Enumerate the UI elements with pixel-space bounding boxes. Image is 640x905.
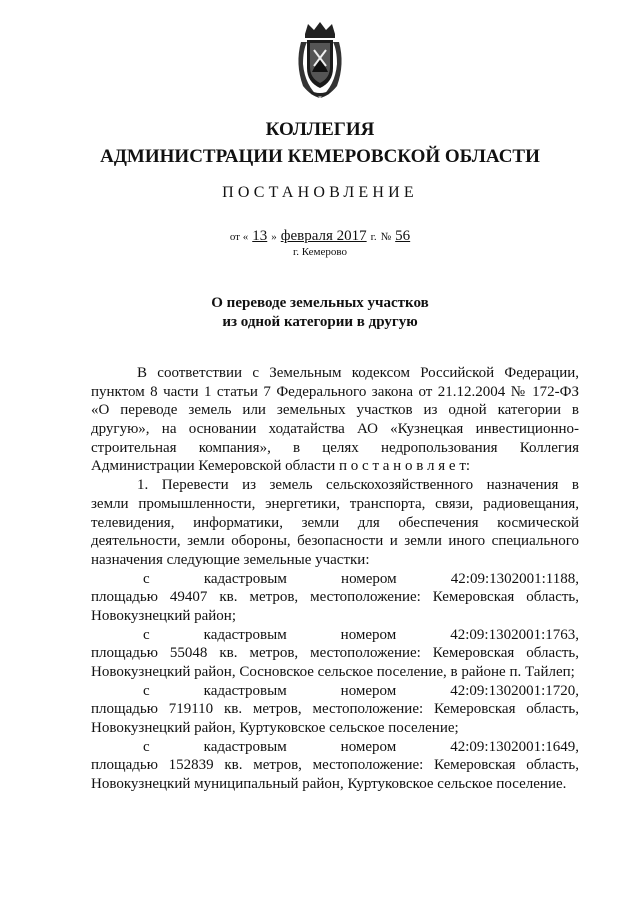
body-line: Новокузнецкий муниципальный район, Куртуковское сельское поселение. (91, 776, 567, 793)
organization-name-line1: КОЛЛЕГИЯ (265, 119, 375, 140)
subject-title-line1: О переводе земельных участков (211, 295, 429, 311)
body-line: Администрации Кемеровской области п о с т а н о в л я е т: (91, 458, 471, 475)
number-prefix: № (380, 231, 392, 243)
body-line: другую», на основании ходатайства АО «Кузнецкая инвестиционно- (91, 421, 579, 438)
body-line: деятельности, земли обороны, безопасности и земли иного специального (91, 533, 579, 550)
body-line: «О переводе земель или земельных участков из одной категории в (91, 402, 579, 419)
body-line: Новокузнецкий район, Куртуковское сельское поселение; (91, 720, 459, 737)
document-type: ПОСТАНОВЛЕНИЕ (222, 184, 418, 201)
body-line: с кадастровым номером 42:09:1302001:1720, (143, 682, 579, 699)
body-line: земли промышленности, энергетики, транспорта, связи, радиовещания, (91, 495, 579, 512)
year-suffix: г. (370, 231, 377, 243)
body-line: с кадастровым номером 42:09:1302001:1188, (143, 570, 579, 587)
body-line: с кадастровым номером 42:09:1302001:1763, (143, 626, 579, 643)
body-line: телевидения, информатики, земли для обеспечения космической (91, 514, 579, 531)
date-prefix: от « (229, 231, 249, 243)
coat-of-arms-emblem (293, 20, 347, 102)
body-line: пунктом 8 части 1 статьи 7 Федерального закона от 21.12.2004 № 172-ФЗ (91, 383, 579, 400)
body-line: 1. Перевести из земель сельскохозяйственного назначения в (137, 477, 579, 494)
body-line: площадью 719110 кв. метров, местоположение: Кемеровская область, (91, 701, 579, 718)
date-month-year: февраля 2017 (280, 228, 367, 244)
body-line: Новокузнецкий район; (91, 607, 236, 624)
document-number: 56 (395, 228, 411, 244)
body-line: с кадастровым номером 42:09:1302001:1649, (143, 738, 579, 755)
subject-title-line2: из одной категории в другую (222, 314, 418, 330)
date-mid: » (271, 231, 277, 243)
organization-name-line2: АДМИНИСТРАЦИИ КЕМЕРОВСКОЙ ОБЛАСТИ (100, 146, 540, 167)
body-line: В соответствии с Земельным кодексом Российской Федерации, (137, 365, 579, 381)
date-day: 13 (252, 228, 268, 244)
city: г. Кемерово (292, 246, 348, 258)
document-date-number (0, 228, 640, 245)
body-line: строительная компания», в целях недропользования Коллегия (91, 439, 579, 456)
body-line: Новокузнецкий район, Сосновское сельское поселение, в районе п. Тайлеп; (91, 664, 575, 680)
body-line: площадью 152839 кв. метров, местоположение: Кемеровская область, (91, 757, 579, 774)
document-body (91, 364, 579, 794)
body-line: площадью 49407 кв. метров, местоположение: Кемеровская область, (91, 589, 579, 606)
body-line: назначения следующие земельные участки: (91, 551, 370, 568)
body-line: площадью 55048 кв. метров, местоположение: Кемеровская область, (91, 645, 579, 662)
